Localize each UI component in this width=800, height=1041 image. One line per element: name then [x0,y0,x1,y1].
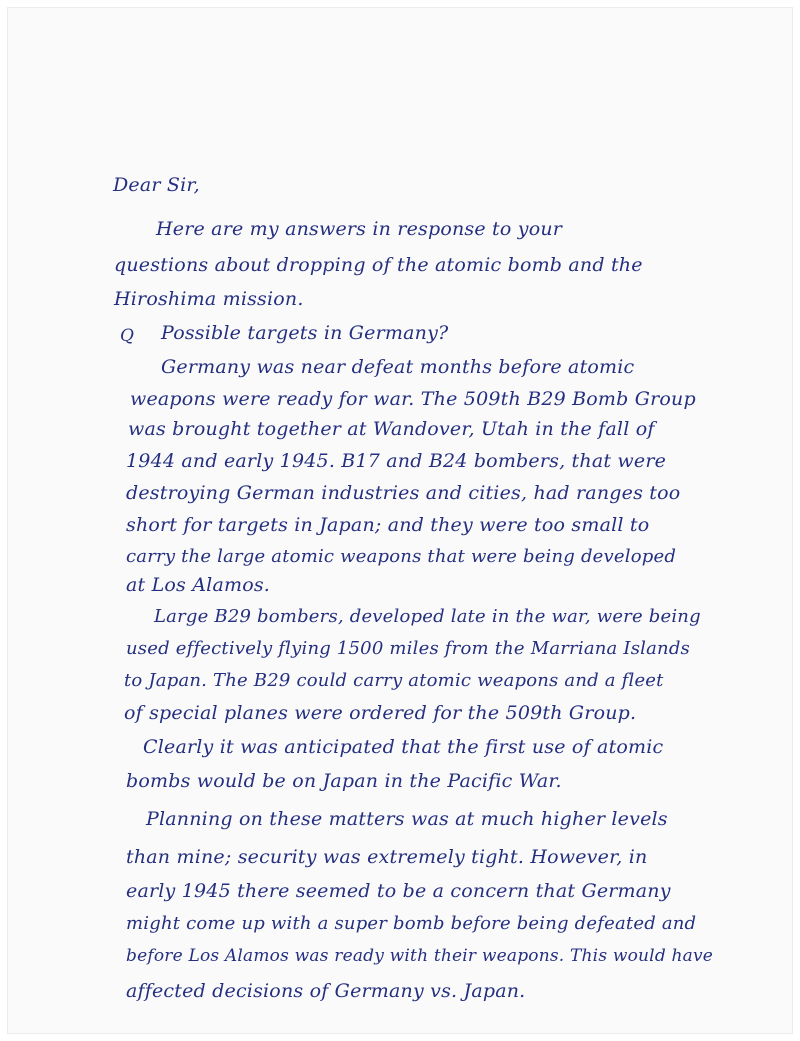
letter-line-17: of special planes were ordered for the 509th Group. [124,702,637,724]
letter-line-23: might come up with a super bomb before being defeated and [126,913,697,934]
question-heading: Possible targets in Germany? [161,322,449,344]
letter-page [8,8,792,1033]
letter-line-10: destroying German industries and cities, had ranges too [126,482,681,504]
letter-line-16: to Japan. The B29 could carry atomic weapons and a fleet [124,670,664,691]
letter-line-25: affected decisions of Germany vs. Japan. [126,980,526,1002]
handwritten-letter [8,8,792,1033]
letter-line-15: used effectively flying 1500 miles from the Marriana Islands [126,638,690,659]
letter-line-3: Hiroshima mission. [114,288,304,310]
letter-line-18: Clearly it was anticipated that the first use of atomic [143,736,664,758]
letter-line-24: before Los Alamos was ready with their weapons. This would have [126,946,714,966]
letter-line-13: at Los Alamos. [126,574,271,596]
letter-line-21: than mine; security was extremely tight. However, in [126,846,648,868]
letter-line-7: weapons were ready for war. The 509th B29 Bomb Group [130,388,696,410]
letter-line-12: carry the large atomic weapons that were being developed [126,546,677,567]
letter-line-2: questions about dropping of the atomic bomb and the [114,254,643,276]
letter-line-1: Here are my answers in response to your [156,218,563,240]
letter-line-22: early 1945 there seemed to be a concern that Germany [126,880,671,902]
question-marker: Q [120,326,135,346]
letter-line-11: short for targets in Japan; and they were too small to [126,514,650,536]
letter-line-6: Germany was near defeat months before atomic [161,356,635,378]
salutation: Dear Sir, [113,174,200,196]
letter-line-9: 1944 and early 1945. B17 and B24 bombers, that were [126,450,667,472]
letter-line-19: bombs would be on Japan in the Pacific War. [126,770,562,792]
letter-line-20: Planning on these matters was at much higher levels [146,808,668,830]
letter-line-8: was brought together at Wandover, Utah in the fall of [128,418,655,440]
letter-line-14: Large B29 bombers, developed late in the war, were being [154,606,701,627]
